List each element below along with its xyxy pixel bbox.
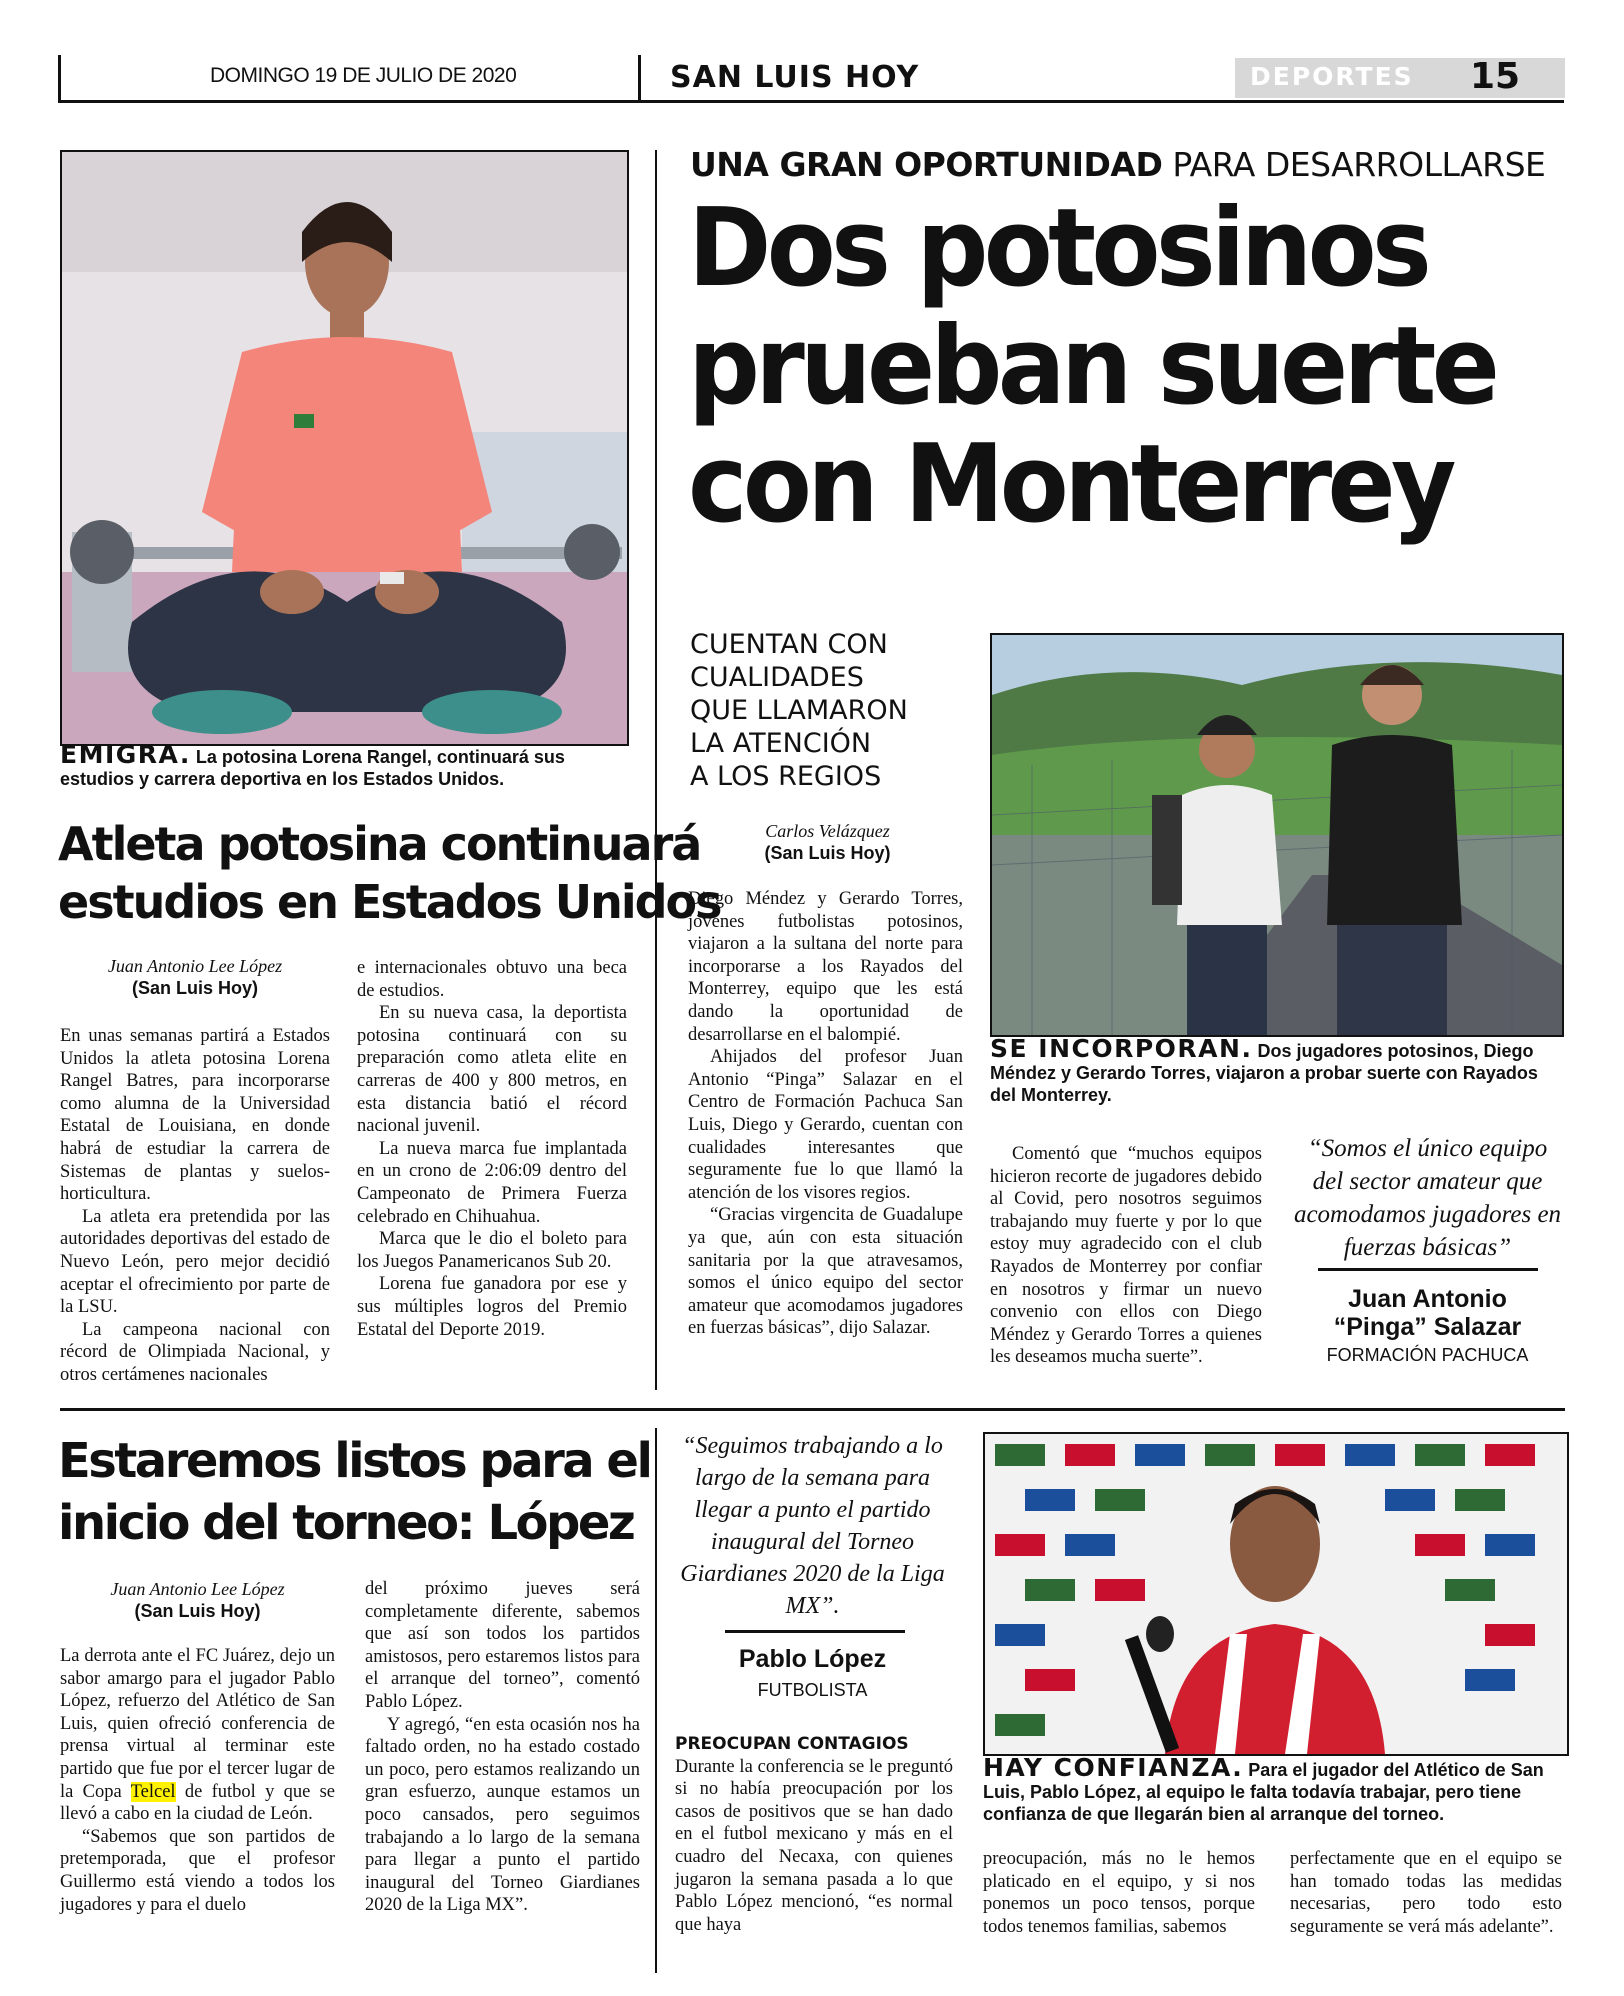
athlete-column-2	[357, 957, 627, 1341]
quote-rule	[725, 1630, 905, 1633]
paragraph: Y agregó, “en esta ocasión nos ha faltado orden, no ha estado costado un poco, pero estamos realizando un gran esfuerzo, aunque estamos un poco cansados, pero seguimos trabajando a lo largo de la semana para llegar a punto el partido inaugural del Torneo Giardianes 2020 de la Liga MX”.	[365, 1714, 640, 1916]
paragraph	[60, 1645, 335, 1826]
lopez-photo-caption	[983, 1753, 1568, 1825]
header-rule	[60, 100, 1564, 103]
kicker-bold: UNA GRAN OPORTUNIDAD	[690, 145, 1163, 184]
athlete-photo-caption	[60, 740, 630, 790]
paragraph: “Sabemos que son partidos de pretemporada, que el profesor Guillermo está viendo a todos los jugadores y para el duelo	[60, 1826, 335, 1915]
lopez-photo-art	[985, 1434, 1567, 1754]
quote-name-line: “Pinga” Salazar	[1333, 1313, 1522, 1341]
lopez-column-2	[365, 1578, 640, 1917]
paragraph-text: de futbol y que se llevó a cabo en la ciudad de León.	[60, 1781, 335, 1825]
headline-line: Estaremos listos para el	[58, 1433, 651, 1489]
paragraph: Comentó que “muchos equipos hicieron recorte de jugadores debido al Covid, pero nosotros seguimos trabajando muy fuerte y por lo que estoy muy agradecido con el club Rayados de Monterrey por confiar en nosotros y firmar un nuevo convenio con ellos con Diego Méndez y Gerardo Torres a quienes les deseamos mucha suerte”.	[990, 1144, 1262, 1368]
athlete-photo-art	[62, 152, 627, 744]
paragraph: En unas semanas partirá a Estados Unidos la atleta potosina Lorena Rangel Batres, para incorporarse como alumna de la Universidad Estatal de Louisiana, en donde habrá de estudiar la carrera de Sistemas de plantas y suelos-horticultura.	[60, 1026, 330, 1205]
author-name: Carlos Velázquez	[765, 821, 890, 841]
quote-attribution-role: FUTBOLISTA	[757, 1680, 868, 1700]
lopez-column-4	[983, 1848, 1255, 1938]
author-outlet: (San Luis Hoy)	[134, 1601, 261, 1621]
lopez-photo	[983, 1432, 1569, 1756]
main-kicker	[690, 145, 1545, 184]
main-byline	[690, 820, 965, 864]
caption-label: HAY CONFIANZA.	[983, 1753, 1244, 1782]
paragraph: La campeona nacional con récord de Olimpiada Nacional, y otros certámenes nacionales	[60, 1319, 330, 1385]
author-outlet: (San Luis Hoy)	[764, 843, 891, 863]
paragraph: preocupación, más no le hemos platicado en el equipo, y si nos ponemos un poco tensos, porque todos tenemos familias, sabemos	[983, 1849, 1255, 1937]
paragraph: Lorena fue ganadora por ese y sus múltiples logros del Premio Estatal del Deporte 2019.	[357, 1274, 627, 1340]
caption-label: EMIGRA.	[60, 740, 191, 769]
paragraph: e internacionales obtuvo una beca de estudios.	[357, 958, 627, 1001]
paragraph: La nueva marca fue implantada en un crono de 2:06:09 dentro del Campeonato de Primera Fuerza celebrado en Chihuahua.	[357, 1138, 627, 1227]
quote-attribution-role: FORMACIÓN PACHUCA	[1326, 1345, 1529, 1365]
header-left-rule	[58, 55, 61, 103]
players-photo	[990, 633, 1564, 1037]
kicker-rest: PARA DESARROLLARSE	[1162, 145, 1546, 184]
headline-line: prueban suerte	[688, 304, 1496, 429]
lopez-headline	[58, 1430, 650, 1554]
caption-text: Dos jugadores potosinos, Diego Méndez y Gerardo Torres, viajaron a probar suerte con Rayados del Monterrey.	[990, 1041, 1538, 1105]
paragraph: Durante la conferencia se le preguntó si no había preocupación por los casos de positivos que se han dado en el futbol mexicano y más en el cuadro del Necaxa, con quienes jugaron la semana pasada a lo que Pablo López mencionó, “es normal que haya	[675, 1756, 953, 1935]
headline-line: con Monterrey	[688, 422, 1452, 547]
paragraph: Marca que le dio el boleto para los Juegos Panamericanos Sub 20.	[357, 1229, 627, 1272]
main-headline	[688, 186, 1506, 547]
caption-text: La potosina Lorena Rangel, continuará sus estudios y carrera deportiva en los Estados Unidos.	[60, 747, 565, 789]
paragraph: La atleta era pretendida por las autoridades deportivas del estado de Nuevo León, pero mejor decidió aceptar el ofrecimiento por parte de la LSU.	[60, 1206, 330, 1318]
issue-date: DOMINGO 19 DE JULIO DE 2020	[210, 64, 517, 87]
lopez-quote: “Seguimos trabajando a lo largo de la semana para llegar a punto el partido inaugural del Torneo Giardianes 2020 de la Liga MX”.	[680, 1433, 945, 1619]
column-rule	[655, 150, 657, 1390]
paragraph: “Gracias virgencita de Guadalupe ya que, aún con esta situación sanitaria por la que atravesamos, somos el único equipo del sector amateur que acomodamos jugadores en fuerzas básicas”, dijo Salazar.	[688, 1205, 963, 1339]
deck-line: CUENTAN CON	[690, 629, 888, 660]
author-name: Juan Antonio Lee López	[110, 1579, 285, 1599]
caption-text: Para el jugador del Atlético de San Luis, Pablo López, al equipo le falta todavía trabajar, pero tiene confianza de que llegarán bien al arranque del torneo.	[983, 1760, 1544, 1824]
quote-rule	[1318, 1268, 1538, 1271]
paragraph: del próximo jueves será completamente diferente, sabemos que así son todos los partidos amistosos, pero estaremos listos para el arranque del torneo”, comentó Pablo López.	[365, 1579, 640, 1712]
headline-line: inicio del torneo: López	[58, 1495, 634, 1551]
header-mid-rule	[638, 55, 641, 103]
lopez-column-3	[675, 1733, 953, 1936]
lopez-byline	[60, 1578, 335, 1622]
story-divider	[60, 1408, 1565, 1411]
paragraph: En su nueva casa, la deportista potosina continuará con su preparación como atleta elite en carreras de 400 y 800 metros, en esta distancia batió el récord nacional juvenil.	[357, 1003, 627, 1137]
section-name: DEPORTES	[1250, 62, 1414, 91]
athlete-byline	[60, 955, 330, 999]
players-photo-caption	[990, 1034, 1565, 1106]
headline-line: estudios en Estados Unidos	[58, 875, 721, 929]
deck-line: QUE LLAMARON	[690, 695, 908, 726]
athlete-photo	[60, 150, 629, 746]
quote-attribution-name: Pablo López	[738, 1645, 887, 1673]
headline-line: Atleta potosina continuará	[58, 817, 701, 871]
page-number: 15	[1470, 56, 1521, 97]
headline-line: Dos potosinos	[688, 186, 1428, 311]
highlighted-word: Telcel	[130, 1781, 176, 1802]
author-name: Juan Antonio Lee López	[107, 956, 283, 976]
deck-line: LA ATENCIÓN	[690, 728, 872, 759]
players-photo-art	[992, 635, 1562, 1035]
paragraph: Diego Méndez y Gerardo Torres, jóvenes futbolistas potosinos, viajaron a la sultana del norte para incorporarse a los Rayados del Monterrey, equipo que les está dando la oportunidad de desarrollarse en el balompié.	[688, 889, 963, 1045]
paragraph-text: La derrota ante el FC Juárez, dejo un sabor amargo para el jugador Pablo López, refuerzo del Atlético de San Luis, quien ofreció conferencia de prensa virtual al terminar este partido que fue por el tercer lugar de la Copa	[60, 1646, 335, 1802]
salazar-quote: “Somos el único equipo del sector amateur que acomodamos jugadores en fuerzas básicas”	[1293, 1135, 1562, 1261]
paragraph: perfectamente que en el equipo se han tomado todas las medidas necesarias, pero todo esto seguramente se verá más adelante”.	[1290, 1849, 1562, 1937]
athlete-headline	[58, 815, 721, 931]
deck-line: A LOS REGIOS	[690, 761, 882, 792]
athlete-column-1	[60, 1025, 330, 1387]
caption-label: SE INCORPORAN.	[990, 1034, 1253, 1063]
column-rule	[655, 1428, 657, 1973]
quote-name-line: Juan Antonio	[1348, 1285, 1507, 1313]
publication-name: SAN LUIS HOY	[670, 60, 920, 95]
quote-attribution-name	[1290, 1285, 1565, 1341]
main-column-2	[990, 1143, 1262, 1369]
author-outlet: (San Luis Hoy)	[131, 978, 258, 998]
main-deck	[690, 628, 990, 793]
deck-line: CUALIDADES	[690, 662, 864, 693]
lopez-column-5	[1290, 1848, 1562, 1938]
paragraph: Ahijados del profesor Juan Antonio “Pinga” Salazar en el Centro de Formación Pachuca San Luis, Diego y Gerardo, cuentan con cualidades interesantes que seguramente fue lo que llamó la atención de los visores regios.	[688, 1047, 963, 1203]
subhead: PREOCUPAN CONTAGIOS	[675, 1734, 909, 1754]
lopez-column-1	[60, 1645, 335, 1916]
main-column-1	[688, 888, 963, 1340]
